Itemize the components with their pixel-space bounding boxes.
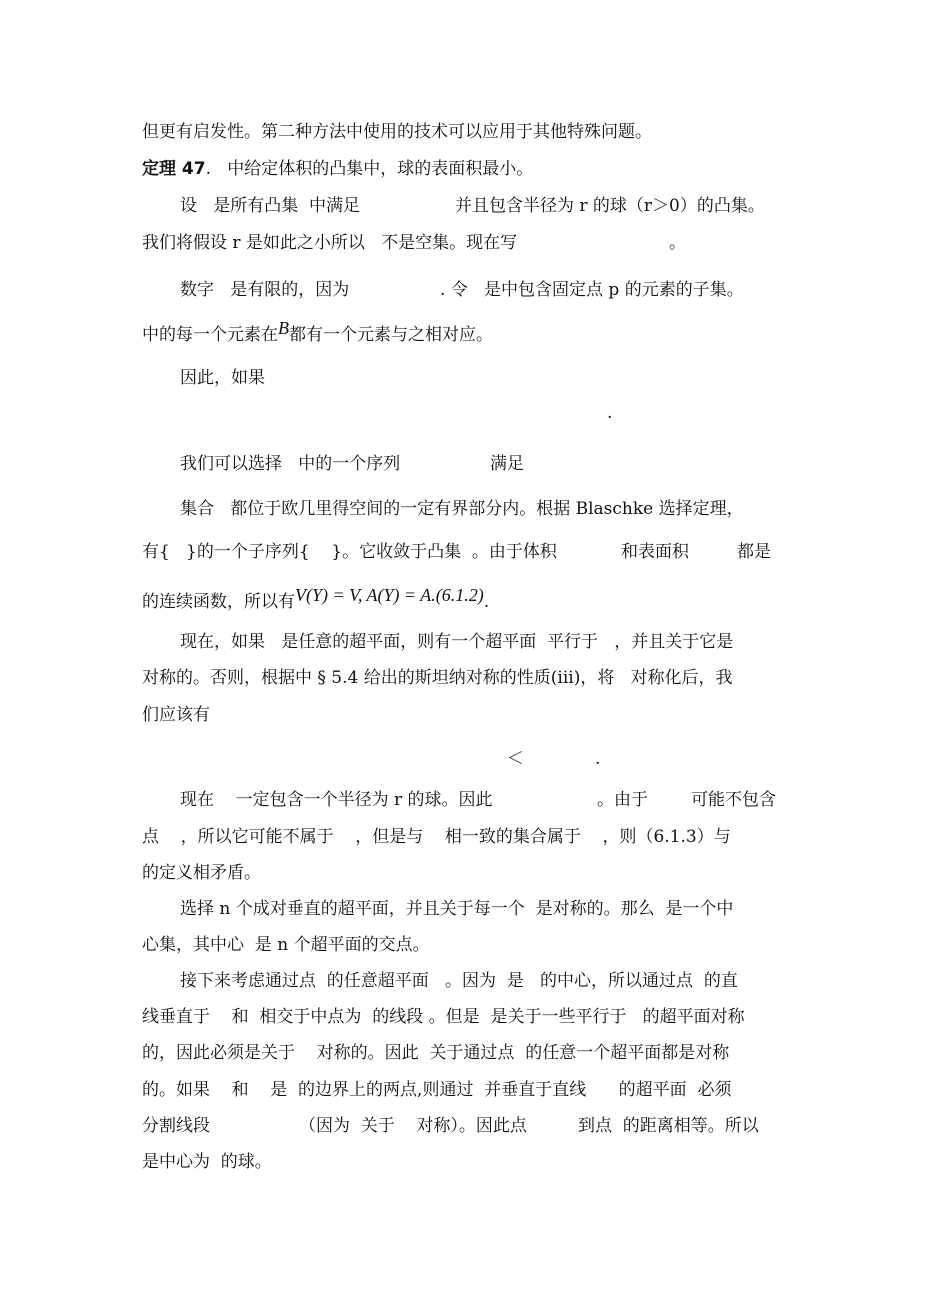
math-formula: V(Y) = V, A(Y) = A.(6.1.2) [295,585,484,605]
text-line: 心集，其中心 是 n 个超平面的交点。 [142,935,430,955]
text-line: 到点 的距离相等。所以 [578,1116,759,1136]
text-line: 因此，如果 [180,368,265,388]
text-line: （因为 关于 对称）。因此点 [299,1116,527,1136]
text-segment: . [483,592,490,612]
text-segment: 都有一个元素与之相对应。 [289,325,493,345]
text-line: 和表面积 [621,542,689,562]
text-line: 现在，如果 是任意的超平面，则有一个超平面 平行于 ，并且关于它是 [180,632,734,652]
theorem-label: 定理 47 [142,159,206,179]
theorem-statement: . 中给定体积的凸集中，球的表面积最小。 [205,159,534,179]
text-line: 接下来考虑通过点 的任意超平面 。因为 是 的中心，所以通过点 的直 [180,971,738,991]
text-segment: 中的每一个元素在 [142,325,278,345]
text-line: 我们将假设 r 是如此之小所以 不是空集。现在写 [142,233,518,253]
text-line: 对称的。否则，根据中 § 5.4 给出的斯坦纳对称的性质(iii)，将 对称化后，我 [142,668,733,688]
math-symbol: B [278,318,289,338]
text-line: 数字 是有限的，因为 [180,280,350,300]
text-line: 点 ，所以它可能不属于 ，但是与 相一致的集合属于 ，则（6.1.3）与 [142,827,731,847]
text-line: . [607,403,613,423]
text-line: 我们可以选择 中的一个序列 [180,454,401,474]
text-line: 是中心为 的球。 [142,1152,272,1172]
text-line: 分割线段 [142,1116,210,1136]
text-line: 的。如果 和 是 的边界上的两点,则通过 并垂直于直线 的超平面 必须 [142,1080,732,1100]
text-segment: 的连续函数，所以有 [142,592,295,612]
text-line: 可能不包含 [691,790,776,810]
text-line: 。 [669,233,686,253]
text-line: 的定义相矛盾。 [142,863,261,883]
text-line: 的，因此必须是关于 对称的。因此 关于通过点 的任意一个超平面都是对称 [142,1043,730,1063]
text-line: 并且包含半径为 r 的球（r＞0）的凸集。 [455,196,765,216]
text-line: 。由于 [597,790,648,810]
text-line: 选择 n 个成对垂直的超平面，并且关于每一个 是对称的。那么 是一个中 [180,899,734,919]
text-line: ＜ [507,749,524,769]
text-line: 集合 都位于欧几里得空间的一定有界部分内。根据 Blaschke 选择定理， [180,499,744,519]
text-line: . [595,749,601,769]
text-line: 现在 一定包含一个半径为 r 的球。因此 [180,790,493,810]
text-line: 们应该有 [142,705,210,725]
theorem-line [142,157,533,181]
text-line [142,585,490,614]
text-line: 有{ }的一个子序列{ }。它收敛于凸集 。由于体积 [142,542,557,562]
text-line: 但更有启发性。第二种方法中使用的技术可以应用于其他特殊问题。 [142,122,652,142]
text-line [142,318,493,347]
text-line: 线垂直于 和 相交于中点为 的线段 。但是 是关于一些平行于 的超平面对称 [142,1007,745,1027]
text-line: 满足 [490,454,524,474]
text-line: 设 是所有凸集 中满足 [180,196,361,216]
text-line: 都是 [737,542,771,562]
text-line: . 令 是中包含固定点 p 的元素的子集。 [440,280,744,300]
